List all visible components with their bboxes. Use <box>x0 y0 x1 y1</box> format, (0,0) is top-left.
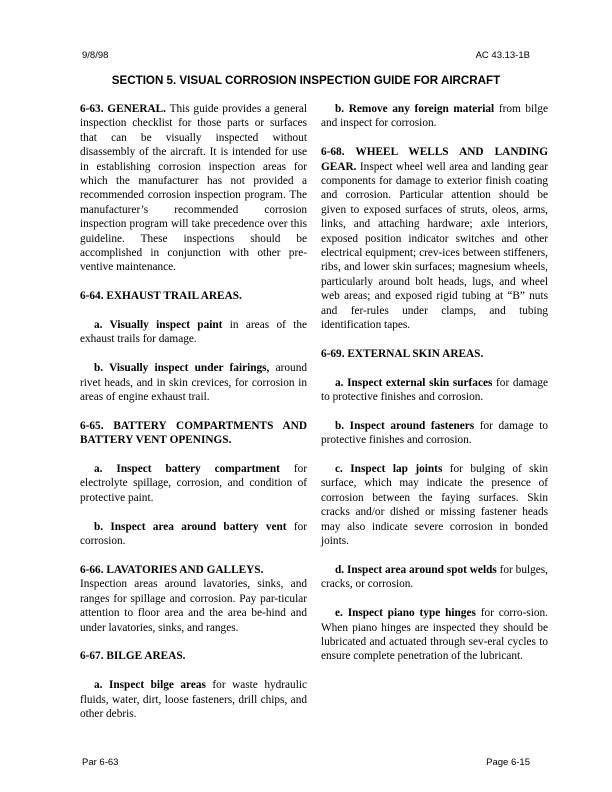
para-6-69-d <box>321 563 548 592</box>
text-6-64-b: around rivet heads, and in skin crevices, for corrosion in areas of engine exhaust trail. <box>80 362 307 404</box>
left-column <box>80 102 307 736</box>
bold-6-65-b: b. Inspect area around battery vent <box>94 520 287 533</box>
bold-6-64-b: b. Visually inspect under fairings, <box>94 362 270 375</box>
para-6-63 <box>80 102 307 275</box>
heading-6-65: 6-65. BATTERY COMPARTMENTS AND BATTERY VENT OPENINGS. <box>80 419 307 447</box>
text-6-68: Inspect wheel well area and landing gear components for damage to exterior finish coating and corrosion. Particular attention should be given to exposed surfaces of struts, oleos, arms, links, and attaching hardware; axle interiors, exposed position indicator switches and other electrical equipment; crev-ices between stiffeners, ribs, and lower skin surfaces; magnesium wheels, particularly around bolt heads, lugs, and wheel web areas; and exposed rigid tubing at “B” nuts and fer-rules under clamps, and tubing identification tapes. <box>321 160 548 332</box>
heading-6-66: 6-66. LAVATORIES AND GALLEYS. <box>80 563 264 576</box>
heading-6-69: 6-69. EXTERNAL SKIN AREAS. <box>321 347 484 360</box>
text-6-66: Inspection areas around lavatories, sinks, and ranges for spillage and corrosion. Pay par-ticular attention to floor area and the area be-hind and under lavatories, sinks, and ranges. <box>80 578 307 634</box>
bold-6-69-b: b. Inspect around fasteners <box>335 419 475 432</box>
text-6-63: This guide provides a general inspection checklist for those parts or surfaces that can be visually inspected without disassembly of the aircraft. It is intended for use in establishing corrosion inspection areas for which the manufacturer has not provided a recommended corrosion inspection program. The manufacturer’s recommended corrosion inspection program will take precedence over this guideline. These inspections should be accomplished in conjunction with other pre-ventive maintenance. <box>80 103 308 274</box>
section-title: SECTION 5. VISUAL CORROSION INSPECTION GUIDE FOR AIRCRAFT <box>111 74 501 87</box>
text-6-67-b: from bilge and inspect for corrosion. <box>321 103 548 130</box>
text-6-69-e: for corro-sion. When piano hinges are inspected they should be lubricated and actuated through sev-eral cycles to ensure complete penetration of the lubricant. <box>321 607 548 663</box>
heading-6-68: 6-68. WHEEL WELLS AND LANDING GEAR. <box>321 146 548 173</box>
header-date: 9/8/98 <box>82 50 109 61</box>
bold-6-67-a: a. Inspect bilge areas <box>94 679 206 692</box>
text-6-69-c: for bulging of skin surface, which may indicate the presence of corrosion between the faying surfaces. Skin cracks and/or dished or missing fastener heads may also indicate severe corrosion in bonded joints. <box>321 463 548 548</box>
bold-6-65-a: a. Inspect battery compartment <box>94 463 280 476</box>
para-6-65-b <box>80 520 307 549</box>
para-6-67-a <box>80 678 307 721</box>
header-doc-id: AC 43.13-1B <box>475 50 530 61</box>
para-6-64-b <box>80 361 307 404</box>
heading-6-67: 6-67. BILGE AREAS. <box>80 650 186 663</box>
bold-6-67-b: b. Remove any foreign material <box>335 103 495 115</box>
footer-paragraph-ref: Par 6-63 <box>82 757 119 768</box>
para-6-68 <box>321 145 548 332</box>
para-6-67-b <box>321 102 548 131</box>
text-6-64-a: in areas of the exhaust trails for damage. <box>80 319 307 346</box>
bold-6-69-a: a. Inspect external skin surfaces <box>335 376 493 389</box>
para-6-69-c <box>321 462 548 548</box>
para-6-65-a <box>80 462 307 505</box>
bold-6-69-d: d. Inspect area around spot welds <box>335 563 497 576</box>
text-6-69-a: for damage to protective finishes and corrosion. <box>321 376 548 404</box>
heading-6-64: 6-64. EXHAUST TRAIL AREAS. <box>80 290 242 303</box>
para-6-69-a <box>321 376 548 405</box>
text-6-67-a: for waste hydraulic fluids, water, dirt, loose fasteners, drill chips, and other debris. <box>80 679 307 720</box>
heading-6-63: 6-63. GENERAL. <box>80 103 166 115</box>
para-6-69-e <box>321 606 548 664</box>
text-6-65-b: for corrosion. <box>80 520 307 548</box>
bold-6-69-e: e. Inspect piano type hinges <box>335 607 476 620</box>
bold-6-64-a: a. Visually inspect paint <box>94 319 223 332</box>
text-6-69-d: for bulges, cracks, or corrosion. <box>321 563 548 591</box>
para-6-66 <box>80 563 307 635</box>
para-6-69-b <box>321 419 548 448</box>
footer-page-number: Page 6-15 <box>486 757 530 768</box>
text-6-69-b: for damage to protective finishes and corrosion. <box>321 419 548 447</box>
right-column <box>321 102 548 678</box>
bold-6-69-c: c. Inspect lap joints <box>335 463 443 476</box>
para-6-64-a <box>80 318 307 347</box>
text-6-65-a: for electrolyte spillage, corrosion, and condition of protective paint. <box>80 463 308 504</box>
